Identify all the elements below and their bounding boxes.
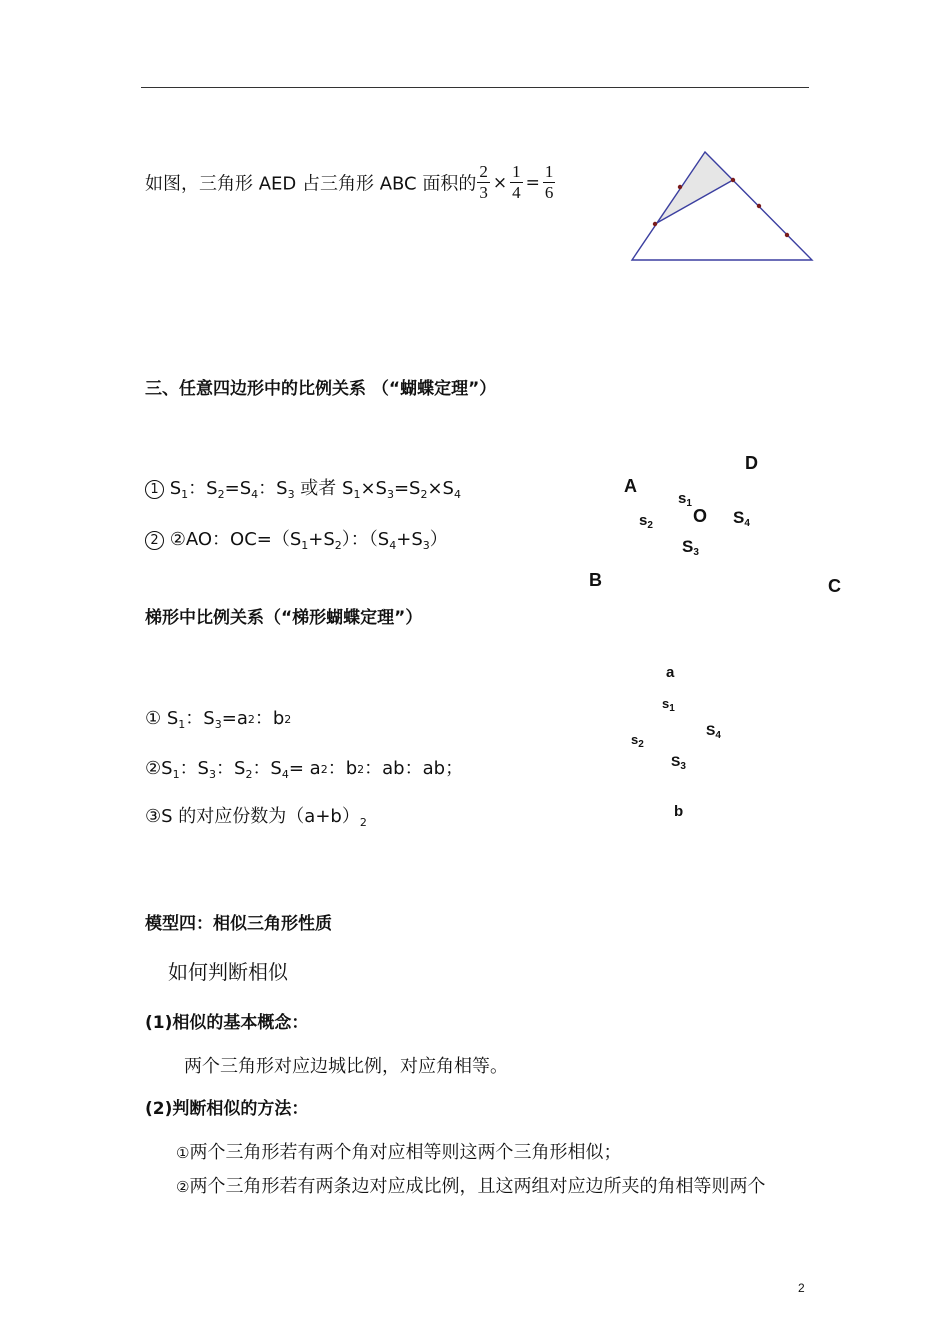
trapezoid-item-2: $②S_1$：$S_3$：$S_2$：$S_4= a^2$：$b^2$：ab：ab； [145,758,464,781]
label-s2: $s_2$ [631,732,644,750]
label-s1: $s_1$ [662,696,675,714]
shaded-triangle-aed [655,152,733,224]
fraction-1-6: $\frac{1}{6}$ [544,162,554,202]
fraction-2-3: $\frac{2}{3}$ [479,162,488,202]
intro-line [145,162,556,203]
label-c: C [828,576,841,596]
fraction-1-4: $\frac{1}{4}$ [512,162,521,202]
trapezoid-heading: 梯形中比例关系（“梯形蝴蝶定理”） [145,608,423,628]
triangle-abc [632,152,812,260]
page-number: 2 [798,1281,805,1295]
method-1: ①两个三角形若有两个角对应相等则这两个三角形相似； [176,1142,622,1163]
header-rule [141,87,809,88]
division-dot [757,204,761,208]
label-d: D [745,453,758,473]
label-b: B [589,570,602,590]
label-a-top: a [666,664,675,681]
division-dot [785,233,789,237]
label-s1: $s_1$ [678,490,692,509]
circled-number: 2 [145,531,164,550]
butterfly-item-1: 1 $S_1$：$S_2=S_4$：$S_3$ 或者 $S_1\times S_3=S_2\times S_4$ [145,474,461,501]
label-s3: $S_3$ [682,537,699,558]
method-heading: (2)判断相似的方法： [145,1099,309,1119]
label-s4: $S_4$ [733,508,750,529]
trapezoid-item-3: ③S 的对应份数为$(a+b)^2$ [145,806,367,829]
method-2: ②两个三角形若有两条边对应成比例，且这两组对应边所夹的角相等则两个 [176,1176,766,1197]
label-b-bottom: b [674,803,684,820]
label-a: A [624,476,637,496]
equals-sign: = [525,172,540,193]
label-s4: $S_4$ [706,722,721,741]
model4-heading: 模型四：相似三角形性质 [145,914,332,934]
division-dot [678,185,682,189]
concept-heading: (1)相似的基本概念： [145,1013,309,1033]
division-dot [653,222,657,226]
times-sign: × [492,172,508,193]
trapezoid-item-1: ① $S_1$：$S_3=a^2$：$b^2$ [145,708,292,731]
model4-subheading: 如何判断相似 [168,960,288,984]
label-s3: $S_3$ [671,753,686,772]
label-s2: $s_2$ [639,512,653,531]
intro-text: 如图，三角形 AED 占三角形 ABC 面积的 [145,173,477,195]
section3-heading: 三、任意四边形中的比例关系 （“蝴蝶定理”） [145,379,497,399]
triangle-aed-figure [620,140,830,270]
division-dot [731,178,735,182]
label-o: O [693,506,708,526]
circled-number: 1 [145,480,164,499]
butterfly-item-2: 2 ②AO：$OC=(S_1+S_2)$：$(S_4+S_3)$ [145,525,448,552]
concept-text: 两个三角形对应边城比例，对应角相等。 [184,1056,508,1077]
